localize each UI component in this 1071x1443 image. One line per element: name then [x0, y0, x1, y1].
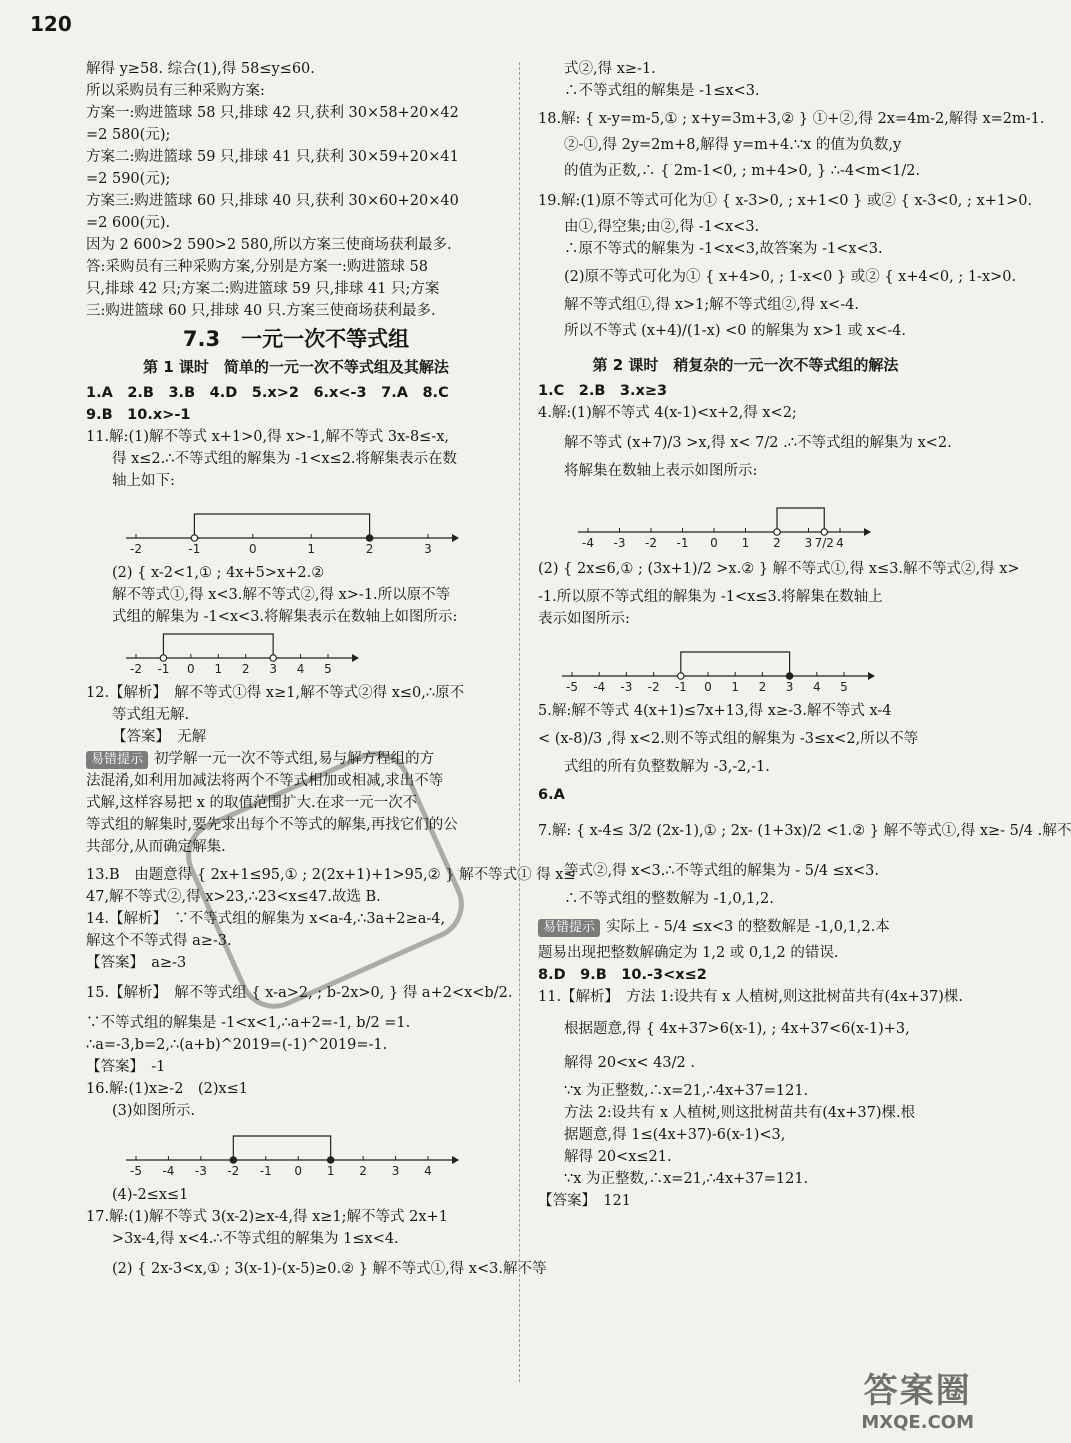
tick-label: 4 — [296, 662, 305, 676]
text-line: 【答案】 无解 — [112, 729, 207, 745]
text-line: ∴a=-3,b=2,∴(a+b)^2019=(-1)^2019=-1. — [86, 1037, 388, 1053]
text-line: =2 590(元); — [86, 171, 171, 187]
text-line: (2)原不等式可化为① { x+4>0, ; 1-x<0 } 或② { x+4<0, ; 1-x>0. — [564, 269, 1017, 285]
text-line: 【答案】 a≥-3 — [86, 955, 187, 971]
closed-point — [786, 673, 792, 679]
text-line: 轴上如下: — [112, 473, 175, 489]
tick-label: -2 — [130, 542, 142, 556]
text-line: 根据题意,得 { 4x+37>6(x-1), ; 4x+37<6(x-1)+3, — [564, 1021, 910, 1037]
text-line: (2) { 2x-3<x,① ; 3(x-1)-(x-5)≥0.② } 解不等式①,得 x<3.解不等 — [112, 1261, 547, 1277]
text-line: 所以不等式 (x+4)/(1-x) <0 的解集为 x>1 或 x<-4. — [564, 323, 907, 339]
lesson-title: 第 1 课时 简单的一元一次不等式组及其解法 — [143, 358, 449, 376]
text-line: < (x-8)/3 ,得 x<2.则不等式组的解集为 -3≤x<2,所以不等 — [538, 731, 919, 747]
tick-label: 0 — [187, 662, 195, 676]
number-line — [122, 498, 506, 558]
text-line: 11.解:(1)解不等式 x+1>0,得 x>-1,解不等式 3x-8≤-x, — [86, 429, 450, 445]
tick-label: -4 — [593, 680, 606, 694]
text-line: 等式②,得 x<3.∴不等式组的解集为 - 5/4 ≤x<3. — [564, 863, 879, 879]
column-divider — [519, 62, 520, 1382]
text-line: 47,解不等式②,得 x>23,∴23<x≤47.故选 B. — [86, 889, 381, 905]
tick-label: 0 — [294, 1164, 303, 1178]
tick-label: -2 — [645, 536, 657, 550]
tick-label: 2 — [241, 662, 250, 676]
text-line: =2 580(元); — [86, 127, 171, 143]
right-column — [538, 58, 1071, 1212]
text-line: 11.【解析】 方法 1:设共有 x 人植树,则这批树苗共有(4x+37)棵. — [538, 989, 963, 1005]
text-line: 13.B 由题意得 { 2x+1≤95,① ; 2(2x+1)+1>95,② } 解不等式① 得 x≤ — [86, 867, 576, 883]
text-line: 等式组的解集时,要先求出每个不等式的解集,再找它们的公 — [86, 817, 458, 833]
text-line: 18.解: { x-y=m-5,① ; x+y=3m+3,② } ①+②,得 2x=4m-2,解得 x=2m-1. — [538, 111, 1045, 127]
text-line: ∴不等式组的整数解为 -1,0,1,2. — [564, 891, 774, 907]
tick-label: -1 — [674, 680, 687, 694]
text-line: 解不等式①,得 x<3.解不等式②,得 x>-1.所以原不等 — [112, 587, 451, 603]
text-line: ②-①,得 2y=2m+8,解得 y=m+4.∵x 的值为负数,y — [564, 137, 902, 153]
watermark-logo: 答案圈 — [863, 1371, 972, 1411]
text-line: 式解,这样容易把 x 的取值范围扩大.在求一元一次不 — [86, 795, 418, 811]
tip-text: 初学解一元一次不等式组,易与解方程组的方 — [154, 751, 435, 767]
closed-point — [366, 535, 372, 541]
tick-label: -3 — [613, 536, 626, 550]
number-line — [574, 488, 953, 552]
text-line: =2 600(元). — [86, 215, 171, 231]
text-line: 方案一:购进篮球 58 只,排球 42 只,获利 30×58+20×42 — [86, 105, 459, 121]
solution-bracket — [194, 514, 369, 538]
tick-label: -2 — [647, 680, 660, 694]
text-line: 解得 20<x< 43/2 . — [564, 1055, 695, 1071]
tick-label: 4 — [812, 680, 821, 694]
text-line: 12.【解析】 解不等式①得 x≥1,解不等式②得 x≤0,∴原不 — [86, 685, 465, 701]
answer-line: 9.B 10.x>-1 — [86, 407, 191, 423]
tick-label: 1 — [326, 1164, 335, 1178]
tick-label: -4 — [582, 536, 594, 550]
axis-arrow — [352, 654, 359, 662]
lesson-title: 第 2 课时 稍复杂的一元一次不等式组的解法 — [592, 356, 899, 374]
closed-point — [327, 1157, 333, 1163]
text-line: 得 x≤2.∴不等式组的解集为 -1<x≤2.将解集表示在数 — [112, 451, 458, 467]
watermark — [861, 1363, 974, 1433]
text-line: ∴不等式组的解集是 -1≤x<3. — [564, 83, 760, 99]
text-line: 解得 20<x≤21. — [564, 1149, 672, 1165]
open-point — [774, 529, 780, 535]
text-line: 17.解:(1)解不等式 3(x-2)≥x-4,得 x≥1;解不等式 2x+1 — [86, 1209, 448, 1225]
axis-arrow — [868, 672, 875, 680]
tick-label: -3 — [620, 680, 633, 694]
answer-line: 1.A 2.B 3.B 4.D 5.x>2 6.x<-3 7.A 8.C — [86, 385, 449, 401]
tick-label: -4 — [162, 1164, 175, 1178]
tip-text: 实际上 - 5/4 ≤x<3 的整数解是 -1,0,1,2.本 — [606, 919, 890, 935]
text-line: 只,排球 42 只;方案二:购进篮球 59 只,排球 41 只;方案 — [86, 281, 440, 297]
text-line: 等式组无解. — [112, 707, 190, 723]
text-line: 答:采购员有三种采购方案,分别是方案一:购进篮球 58 — [86, 259, 428, 275]
open-point — [678, 673, 684, 679]
tick-label: -1 — [259, 1164, 272, 1178]
answer-line: 1.C 2.B 3.x≥3 — [538, 383, 668, 399]
tick-label: -3 — [194, 1164, 207, 1178]
text-line: 16.解:(1)x≥-2 (2)x≤1 — [86, 1081, 249, 1097]
text-line: 【答案】 121 — [538, 1193, 631, 1209]
tick-label: 7/2 — [814, 536, 834, 550]
text-line: 式组的所有负整数解为 -3,-2,-1. — [564, 759, 770, 775]
tick-label: 1 — [741, 536, 750, 550]
text-line: 式②,得 x≥-1. — [564, 61, 656, 77]
axis-arrow — [864, 528, 871, 536]
text-line: (4)-2≤x≤1 — [112, 1187, 189, 1203]
text-line: 15.【解析】 解不等式组 { x-a>2, ; b-2x>0, } 得 a+2<x<b/2. — [86, 985, 513, 1001]
tick-label: 1 — [307, 542, 316, 556]
open-point — [191, 535, 197, 541]
text-line: 将解集在数轴上表示如图所示: — [564, 463, 758, 479]
text-line: 方案三:购进篮球 60 只,排球 40 只,获利 30×60+20×40 — [86, 193, 459, 209]
tick-label: 3 — [269, 662, 277, 676]
tick-label: -1 — [157, 662, 170, 676]
text-line: 由①,得空集;由②,得 -1<x<3. — [564, 219, 760, 235]
tick-label: 2 — [773, 536, 781, 550]
text-line: 所以采购员有三种采购方案: — [86, 83, 265, 99]
tick-label: 3 — [804, 536, 813, 550]
tick-label: -1 — [188, 542, 201, 556]
tip-badge: 易错提示 — [86, 751, 148, 769]
tick-label: 4 — [836, 536, 844, 550]
tick-label: 3 — [391, 1164, 400, 1178]
tick-label: -2 — [130, 662, 142, 676]
tick-label: 2 — [365, 542, 374, 556]
text-line: (3)如图所示. — [112, 1103, 196, 1119]
open-point — [270, 655, 276, 661]
text-line: ∴原不等式的解集为 -1<x<3,故答案为 -1<x<3. — [564, 241, 883, 257]
text-line: 14.【解析】 ∵不等式组的解集为 x<a-4,∴3a+2≥a-4, — [86, 911, 446, 927]
tick-label: 0 — [248, 542, 257, 556]
text-line: 解不等式 (x+7)/3 >x,得 x< 7/2 .∴不等式组的解集为 x<2. — [564, 435, 952, 451]
text-line: 解得 y≥58. 综合(1),得 58≤y≤60. — [86, 61, 315, 77]
answer-line: 6.A — [538, 787, 565, 803]
text-line: 4.解:(1)解不等式 4(x-1)<x+2,得 x<2; — [538, 405, 797, 421]
text-line: 解这个不等式得 a≥-3. — [86, 933, 232, 949]
tick-label: -1 — [676, 536, 689, 550]
text-line: 题易出现把整数解确定为 1,2 或 0,1,2 的错误. — [538, 945, 839, 961]
text-line: >3x-4,得 x<4.∴不等式组的解集为 1≤x<4. — [112, 1231, 399, 1247]
tick-label: 0 — [710, 536, 718, 550]
open-point — [821, 529, 827, 535]
tip-badge: 易错提示 — [538, 919, 600, 937]
text-line: 因为 2 600>2 590>2 580,所以方案三使商场获利最多. — [86, 237, 452, 253]
axis-arrow — [452, 534, 459, 542]
text-line: 据题意,得 1≤(4x+37)-6(x-1)<3, — [564, 1127, 786, 1143]
text-line: 三:购进篮球 60 只,排球 40 只.方案三使商场获利最多. — [86, 303, 436, 319]
number-line — [558, 636, 953, 696]
text-line: 式组的解集为 -1<x<3.将解集表示在数轴上如图所示: — [112, 609, 458, 625]
text-line: (2) { 2x≤6,① ; (3x+1)/2 >x.② } 解不等式①,得 x≤3.解不等式②,得 x> — [538, 561, 1020, 577]
text-line: 解不等式组①,得 x>1;解不等式组②,得 x<-4. — [564, 297, 859, 313]
text-line: 方案二:购进篮球 59 只,排球 41 只,获利 30×59+20×41 — [86, 149, 459, 165]
text-line: 表示如图所示: — [538, 611, 630, 627]
text-line: 【答案】 -1 — [86, 1059, 166, 1075]
text-line: 的值为正数,∴ { 2m-1<0, ; m+4>0, } ∴-4<m<1/2. — [564, 163, 921, 179]
closed-point — [230, 1157, 236, 1163]
watermark-url: MXQE.COM — [861, 1412, 974, 1433]
tick-label: 1 — [214, 662, 223, 676]
number-line — [122, 634, 506, 678]
axis-arrow — [452, 1156, 459, 1164]
section-title: 7.3 一元一次不等式组 — [182, 327, 410, 351]
text-line: (2) { x-2<1,① ; 4x+5>x+2.② — [112, 565, 325, 581]
text-line: 7.解: { x-4≤ 3/2 (2x-1),① ; 2x- (1+3x)/2 <1.② } 解不等式①,得 x≥- 5/4 .解不 — [538, 823, 1071, 839]
text-line: -1.所以原不等式组的解集为 -1<x≤3.将解集在数轴上 — [538, 589, 883, 605]
text-line: 5.解:解不等式 4(x+1)≤7x+13,得 x≥-3.解不等式 x-4 — [538, 703, 892, 719]
text-line: 19.解:(1)原不等式可化为① { x-3>0, ; x+1<0 } 或② { x-3<0, ; x+1>0. — [538, 193, 1033, 209]
tick-label: 2 — [359, 1164, 367, 1178]
tick-label: 0 — [704, 680, 712, 694]
tick-label: 2 — [758, 680, 767, 694]
tick-label: -5 — [566, 680, 578, 694]
tick-label: 1 — [731, 680, 740, 694]
solution-bracket — [777, 508, 824, 532]
tick-label: -5 — [130, 1164, 142, 1178]
open-point — [160, 655, 166, 661]
tick-label: 5 — [324, 662, 332, 676]
text-line: ∵x 为正整数,∴x=21,∴4x+37=121. — [564, 1171, 809, 1187]
text-line: ∵x 为正整数,∴x=21,∴4x+37=121. — [564, 1083, 809, 1099]
text-line: ∵不等式组的解集是 -1<x<1,∴a+2=-1, b/2 =1. — [86, 1015, 411, 1031]
page-number: 120 — [30, 12, 72, 36]
tick-label: 5 — [840, 680, 848, 694]
tick-label: 3 — [785, 680, 794, 694]
number-line — [122, 1128, 506, 1180]
tick-label: -2 — [227, 1164, 240, 1178]
tick-label: 3 — [424, 542, 432, 556]
tick-label: 4 — [424, 1164, 432, 1178]
solution-bracket — [233, 1136, 330, 1160]
text-line: 共部分,从而确定解集. — [86, 839, 226, 855]
text-line: 法混淆,如利用加减法将两个不等式相加或相减,求出不等 — [86, 773, 444, 789]
answer-line: 8.D 9.B 10.-3<x≤2 — [538, 967, 707, 983]
text-line: 方法 2:设共有 x 人植树,则这批树苗共有(4x+37)棵.根 — [564, 1105, 916, 1121]
